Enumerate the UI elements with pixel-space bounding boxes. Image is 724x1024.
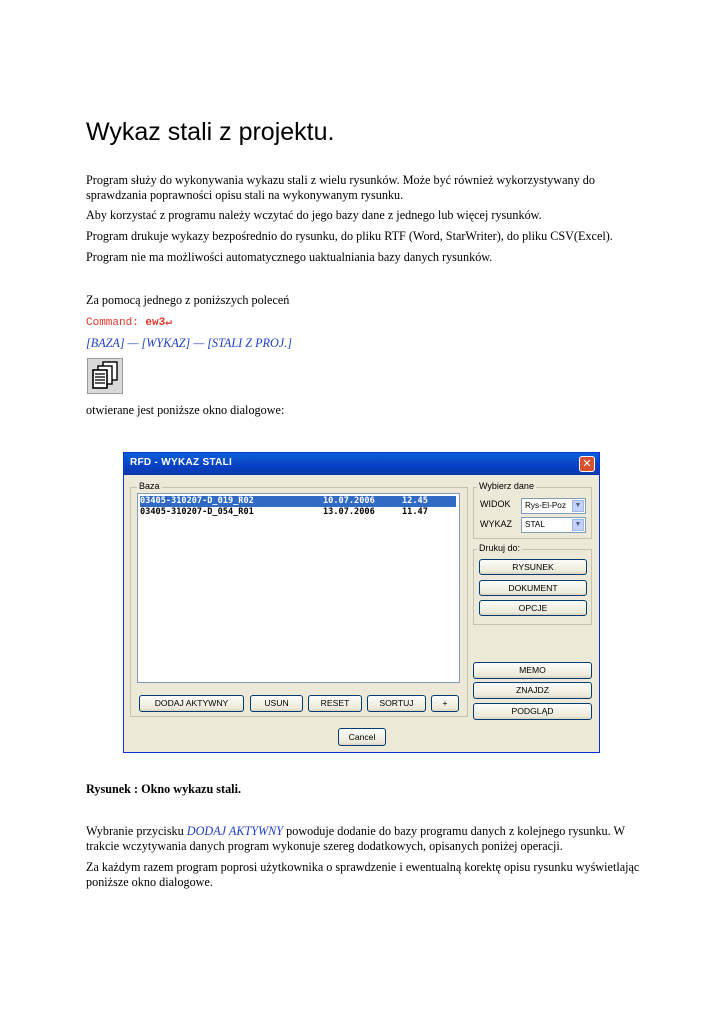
- close-icon[interactable]: ✕: [579, 456, 595, 472]
- menu-path: [BAZA] — [WYKAZ] — [STALI Z PROJ.]: [86, 336, 292, 350]
- chevron-down-icon[interactable]: ▼: [572, 519, 584, 531]
- dodaj-aktywny-button[interactable]: DODAJ AKTYWNY: [139, 695, 244, 712]
- rysunek-button[interactable]: RYSUNEK: [479, 559, 587, 575]
- widok-select[interactable]: Rys-El-Poz ▼: [521, 498, 586, 514]
- dialog-title: RFD - WYKAZ STALI: [130, 457, 233, 468]
- baza-listbox[interactable]: [137, 493, 460, 683]
- intro-paragraph-2: Aby korzystać z programu należy wczytać do jego bazy dane z jednego lub więcej rysunków.: [86, 208, 542, 222]
- opcje-button[interactable]: OPCJE: [479, 600, 587, 616]
- dialog-titlebar[interactable]: [124, 453, 599, 475]
- znajdz-button[interactable]: ZNAJDZ: [473, 682, 592, 699]
- command-name: ew3: [145, 317, 166, 329]
- drukuj-do-label: Drukuj do:: [479, 543, 521, 553]
- list-item[interactable]: 03405-310207-D_054_R01 13.07.2006 11.47: [140, 507, 428, 517]
- copy-pages-icon[interactable]: [87, 358, 123, 394]
- sortuj-button[interactable]: SORTUJ: [367, 695, 426, 712]
- intro-paragraph-3: Program drukuje wykazy bezpośrednio do rysunku, do pliku RTF (Word, StarWriter), do pliku CSV(Excel).: [86, 229, 613, 243]
- wybierz-dane-label: Wybierz dane: [479, 481, 534, 491]
- intro-paragraph-1: Program służy do wykonywania wykazu stali z wielu rysunków. Może być również wykorzystywany do sprawdzania poprawności opisu stali na wykonywanym rysunku.: [86, 173, 595, 202]
- dokument-button[interactable]: DOKUMENT: [479, 580, 587, 596]
- intro-paragraph-4: Program nie ma możliwości automatycznego uaktualniania bazy danych rysunków.: [86, 250, 493, 264]
- chevron-down-icon[interactable]: ▼: [572, 500, 584, 512]
- memo-button[interactable]: MEMO: [473, 662, 592, 679]
- reset-button[interactable]: RESET: [308, 695, 362, 712]
- baza-label: Baza: [139, 481, 160, 491]
- usun-button[interactable]: USUN: [250, 695, 303, 712]
- outro-paragraph-1: Wybranie przycisku DODAJ AKTYWNY powoduje dodanie do bazy programu danych z kolejnego rysunku. W trakcie wczytywania danych program wykonuje szereg dodatkowych, opisanych poniżej operacji.: [86, 824, 625, 853]
- page-title: Wykaz stali z projektu.: [86, 118, 335, 146]
- wykaz-label: WYKAZ: [480, 519, 513, 529]
- enter-icon: ↵: [165, 317, 172, 329]
- plus-button[interactable]: +: [431, 695, 459, 712]
- widok-label: WIDOK: [480, 499, 511, 509]
- wykaz-stali-dialog: [123, 452, 600, 753]
- list-item[interactable]: 03405-310207-D_019_R02 10.07.2006 12.45: [140, 496, 456, 507]
- podglad-button[interactable]: PODGLĄD: [473, 703, 592, 720]
- command-line: [86, 316, 646, 331]
- dodaj-aktywny-reference: DODAJ AKTYWNY: [186, 824, 284, 838]
- commands-intro: Za pomocą jednego z poniższych poleceń: [86, 293, 290, 307]
- figure-caption: Rysunek : Okno wykazu stali.: [86, 782, 241, 796]
- outro-paragraph-2: Za każdym razem program poprosi użytkownika o sprawdzenie i ewentualną korektę opisu rysunku wyświetlając poniższe okno dialogowe.: [86, 860, 640, 889]
- cancel-button[interactable]: Cancel: [338, 728, 386, 746]
- command-prefix: Command:: [86, 317, 146, 329]
- wykaz-select[interactable]: STAL ▼: [521, 517, 586, 533]
- dialog-intro: otwierane jest poniższe okno dialogowe:: [86, 403, 285, 417]
